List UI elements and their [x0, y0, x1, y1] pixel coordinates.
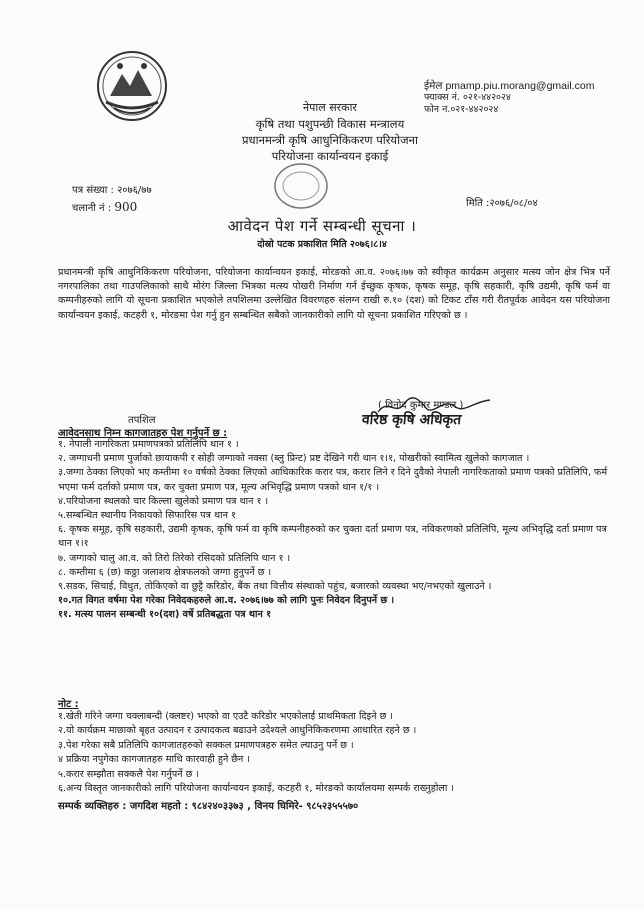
note-item: ५.करार सम्झौता सक्कलै पेश गर्नुपर्ने छ । [58, 768, 199, 780]
note-item: ३.पेश गरेका सबै प्रतिलिपि कागजातहरुको सक्कल प्रमाणपत्रहरु समेत ल्याउनु पर्ने छ । [58, 739, 354, 751]
office-stamp-icon [272, 160, 330, 212]
documents-heading: आवेदनसाथ निम्न कागजातहरु पेश गर्नुपर्ने छ : [58, 428, 228, 439]
notice-title: आवेदन पेश गर्ने सम्बन्धी सूचना । [227, 217, 417, 235]
list-item: ५.सम्बन्धित स्थानीय निकायको सिफारिस पत्र थान १ [58, 510, 236, 522]
note-item: २.यो कार्यक्रम माछाको बृहत उत्पादन र उत्पादकत्व बढाउने उदेश्यले आधुनिकिकरणमा आधारित रहने छ । [58, 725, 417, 737]
reference-block [72, 183, 152, 217]
list-item: १०.गत विगत वर्षमा पेश गरेका निवेदकहरुले आ.व. २०७६।७७ को लागि पुनः निवेदन दिनुपर्ने छ । [58, 595, 395, 607]
list-item: ३.जग्गा ठेक्का लिएको भए कम्तीमा १० वर्षको ठेक्का लिएको आधिकारिक करार पत्र, करार लिने र दिने दुवैको नेपाली नागरिकताको प्रमाण पत्रको प्रतिलिपि, फर्म भएमा फर्म दर्ताको प्रमाण पत्र, कर चुक्ता प्रमाण पत्र, मूल्य अभिवृद्धि प्रमाण पत्रको थान १/१ । [58, 467, 608, 493]
letterhead [160, 100, 500, 164]
chalani-row [72, 199, 152, 217]
unit-line: परियोजना कार्यान्वयन इकाई [271, 149, 389, 163]
phone-text: फोन न.०२१-४४२०२४ [424, 104, 499, 115]
notes-heading: नोट : [58, 699, 79, 710]
email-text: ईमेल pmamp.piu.morang@gmail.com [424, 80, 595, 92]
list-item: २. जग्गाधनी प्रमाण पुर्जाको छायाकपी र सोही जग्गाको नक्सा (ब्लु प्रिन्ट) प्रष्ट देखिने गरी थान १।१, पोखरीको स्वामित्व खुलेको कागजात । [58, 453, 530, 465]
documents-list [58, 438, 610, 623]
signatory-name: ( विनोद कुमार मण्डल ) [378, 400, 464, 411]
contact-persons: सम्पर्क व्यक्तिहरु : जगदिश महतो : ९८४२४०३३७३ , विनय घिमिरे- ९८५२३५५५७० [58, 801, 359, 812]
note-item: १.खेती गरिने जग्गा चक्लाबन्दी (क्लष्टर) भएको वा एउटै करिडोर भएकोलाई प्राथमिकता दिइने छ । [58, 711, 394, 722]
nepal-emblem-icon [94, 48, 170, 124]
patra-sankhya: पत्र संख्या : २०७६/७७ [72, 185, 152, 196]
tapsil-label: तपशिल [128, 415, 156, 426]
list-item: १. नेपाली नागरिकता प्रमाणपत्रको प्रतिलिपि थान १ । [58, 439, 239, 450]
chalani-number: 900 [114, 200, 138, 214]
list-item: ४.परियोजना स्थलको चार किल्ला खुलेको प्रमाण पत्र थान १ । [58, 495, 269, 507]
government-line: नेपाल सरकार [303, 101, 357, 114]
note-item: ६.अन्य विस्तृत जानकारीको लागि परियोजना कार्यान्वयन इकाई, कटहरी १, मोरङको कार्यालयमा सम्पर्क राख्नुहोला । [58, 783, 454, 795]
ministry-line: कृषि तथा पशुपन्छी विकास मन्त्रालय [255, 117, 405, 131]
note-item: ४ प्रक्रिया नपुगेका कागजातहरु माथि कारवाही हुने छैन । [58, 754, 251, 766]
list-item: ८. कम्तीमा ६ (छ) कठ्ठा जलाशय क्षेत्रफलको जग्गा हुनुपर्ने छ । [58, 566, 272, 578]
project-line: प्रधानमन्त्री कृषि आधुनिकिकरण परियोजना [242, 133, 418, 147]
chalani-label: चलानी नं : [72, 203, 112, 214]
list-item: ६. कृषक समूह, कृषि सहकारी, उद्यमी कृषक, कृषि फर्म वा कृषि कम्पनीहरुको कर चुक्ता दर्ता प्रमाण पत्र, नविकरणको प्रतिलिपि, मूल्य अभिवृद्धि दर्ता प्रमाण पत्र थान १।१ [58, 524, 607, 550]
list-item: ९.सडक, सिचाई, विधुत, तोकिएको वा छुट्टै करिडोर, बैंक तथा वित्तीय संस्थाको पहुंच, बजारको व्यवस्था भए/नभएको खुलाउने । [58, 581, 492, 593]
list-item: ७. जग्गाको चालु आ.व. को तिरो तिरेको रसिदको प्रतिलिपि थान १ । [58, 552, 291, 564]
notice-body: प्रधानमन्त्री कृषि आधुनिकिकरण परियोजना, परियोजना कार्यान्वयन इकाई, मोरङको आ.व. २०७६।७७ को स्वीकृत कार्यक्रम अनुसार मत्स्य जोन क्षेत्र भित्र पर्ने नगरपालिका तथा गाउपलिकाको साथै मोरंग जिल्ला भित्रका मत्स्य पोखरी निर्माण गर्न ईच्छुक कृषक, कृषक समूह, कृषि सहकारी, कृषि उद्यमी, कृषि फर्म वा कम्पनीहरुको लागि यो सूचना प्रकाशित भएकोले तपशिलमा उल्लेखित विवरणहरु संलग्न राखी रु.१० (दश) को टिकट टाँस गरी रीतपूर्वक आवेदन यस परियोजना कार्यान्वयन इकाई, कटहरी १, मोरङमा पेश गर्नु हुन सम्बन्धित सबैको जानकारीको लागि यो सूचना प्रकाशित गरिएको छ । [58, 267, 610, 321]
list-item: ११. मत्स्य पालन सम्बन्धी १०(दश) वर्षे प्रतिबद्धता पत्र थान १ [58, 609, 272, 621]
signatory-title: वरिष्ठ कृषि अधिकृत [361, 412, 463, 428]
fax-text: फ्याक्स नं. ०२१-४४२०२४ [424, 92, 511, 103]
notice-subtitle: दोस्रो पटक प्रकाशित मिति २०७६।८।४ [257, 239, 387, 250]
notes-list [58, 710, 610, 796]
issue-date: मिति :२०७६/०८/०४ [466, 198, 538, 209]
